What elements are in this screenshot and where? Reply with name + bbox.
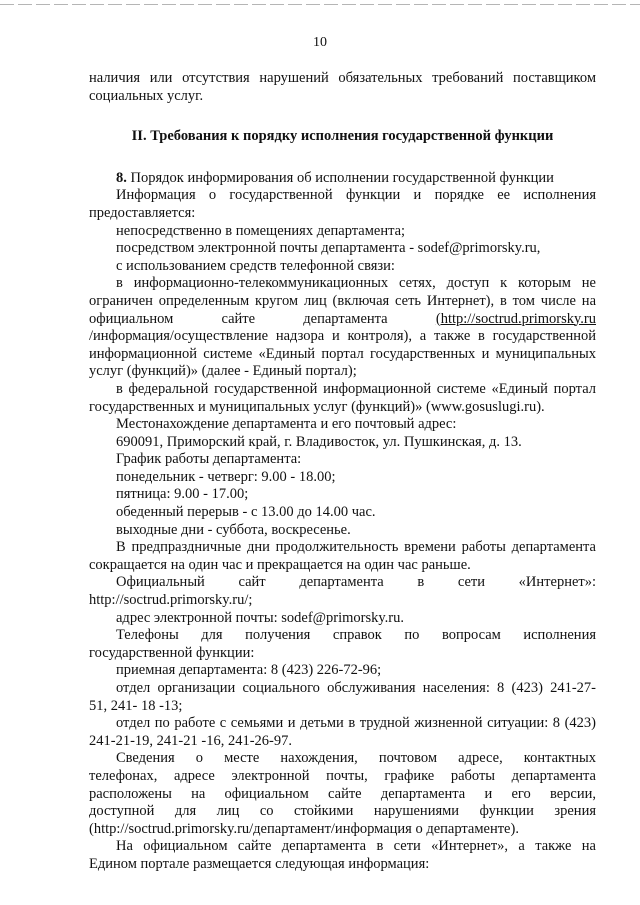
network-site-text: официальном сайте департамента	[89, 310, 388, 327]
phone-family: отдел по работе с семьями и детьми в трудной жизненной ситуации: 8 (423)	[116, 715, 596, 732]
phone-social: 51, 241- 18 -13;	[89, 697, 183, 714]
item-8-title-text: Порядок информирования об исполнении государственной функции	[126, 169, 554, 186]
portal-line: Едином портале размещается следующая информация:	[89, 855, 430, 872]
phone-reception: приемная департамента: 8 (423) 226-72-96;	[116, 662, 382, 679]
network-line: услуг (функций)» (далее - Единый портал);	[89, 363, 357, 380]
portal-line: На официальном сайте департамента в сети «Интернет», а также на	[116, 838, 596, 855]
official-site-url: http://soctrud.primorsky.ru/;	[89, 592, 253, 609]
network-line: в информационно-телекоммуникационных сетях, доступ к которым не	[116, 275, 596, 292]
holiday-line: В предпраздничные дни продолжительность времени работы департамента	[116, 539, 596, 556]
info-line: Информация о государственной функции и порядке ее исполнения	[116, 187, 596, 204]
network-line: ограничен определенным кругом лиц (включая сеть Интернет), в том числе на	[89, 292, 596, 309]
item-8-title	[89, 170, 596, 188]
phone-social: отдел организации социального обслуживания населения: 8 (423) 241-27-	[116, 680, 596, 696]
section-heading: II. Требования к порядку исполнения государственной функции	[131, 128, 554, 145]
site-link[interactable]: (http://soctrud.primorsky.ru	[435, 310, 597, 327]
schedule-weekend: выходные дни - суббота, воскресенье.	[116, 521, 351, 538]
schedule-friday: пятница: 9.00 - 17.00;	[116, 486, 249, 503]
location-title: Местонахождение департамента и его почтовый адрес:	[116, 416, 457, 433]
network-line: /информация/осуществление надзора и контроля), а также в государственной	[89, 328, 596, 345]
document-body	[89, 70, 596, 874]
intro-line: социальных услуг.	[89, 87, 204, 104]
federal-line: государственных и муниципальных услуг (функций)» (www.gosuslugi.ru).	[89, 398, 545, 415]
email-address: адрес электронной почты: sodef@primorsky.ru.	[116, 609, 404, 626]
info-location-line: расположены на официальном сайте департамента и его версии,	[89, 785, 596, 802]
network-line: информационной системе «Единый портал государственных и муниципальных	[89, 345, 596, 362]
official-site-line: Официальный сайт департамента в сети «Интернет»:	[116, 574, 596, 591]
channel-email: посредством электронной почты департамента - sodef@primorsky.ru,	[116, 240, 541, 257]
phones-line: Телефоны для получения справок по вопросам исполнения	[116, 627, 596, 644]
holiday-line: сокращается на один час и прекращается на один час раньше.	[89, 556, 471, 573]
schedule-lunch: обеденный перерыв - с 13.00 до 14.00 час.	[116, 504, 376, 521]
page-number: 10	[313, 35, 327, 50]
info-location-line: Сведения о месте нахождения, почтовом адресе, контактных	[116, 750, 596, 767]
schedule-mon-thu: понедельник - четверг: 9.00 - 18.00;	[116, 468, 336, 485]
info-location-line: телефонах, адресе электронной почты, графике работы департамента	[89, 767, 596, 784]
info-location-line: (http://soctrud.primorsky.ru/департамент/информация о департаменте).	[89, 820, 519, 837]
info-line: предоставляется:	[89, 204, 196, 221]
intro-line: наличия или отсутствия нарушений обязательных требований поставщиком	[89, 70, 596, 86]
channel-phone: с использованием средств телефонной связи:	[116, 257, 395, 274]
top-edge-line	[0, 4, 640, 5]
federal-line: в федеральной государственной информационной системе «Единый портал	[116, 380, 596, 397]
info-location-line: доступной для лиц со стойкими нарушениями функции зрения	[89, 803, 596, 820]
phone-family: 241-21-19, 241-21 -16, 241-26-97.	[89, 732, 292, 749]
network-line	[89, 311, 596, 329]
postal-address: 690091, Приморский край, г. Владивосток, ул. Пушкинская, д. 13.	[116, 433, 522, 450]
item-8-number: 8.	[116, 169, 127, 186]
channel-premises: непосредственно в помещениях департамента;	[116, 222, 406, 239]
schedule-title: График работы департамента:	[116, 451, 302, 468]
phones-line: государственной функции:	[89, 644, 255, 661]
